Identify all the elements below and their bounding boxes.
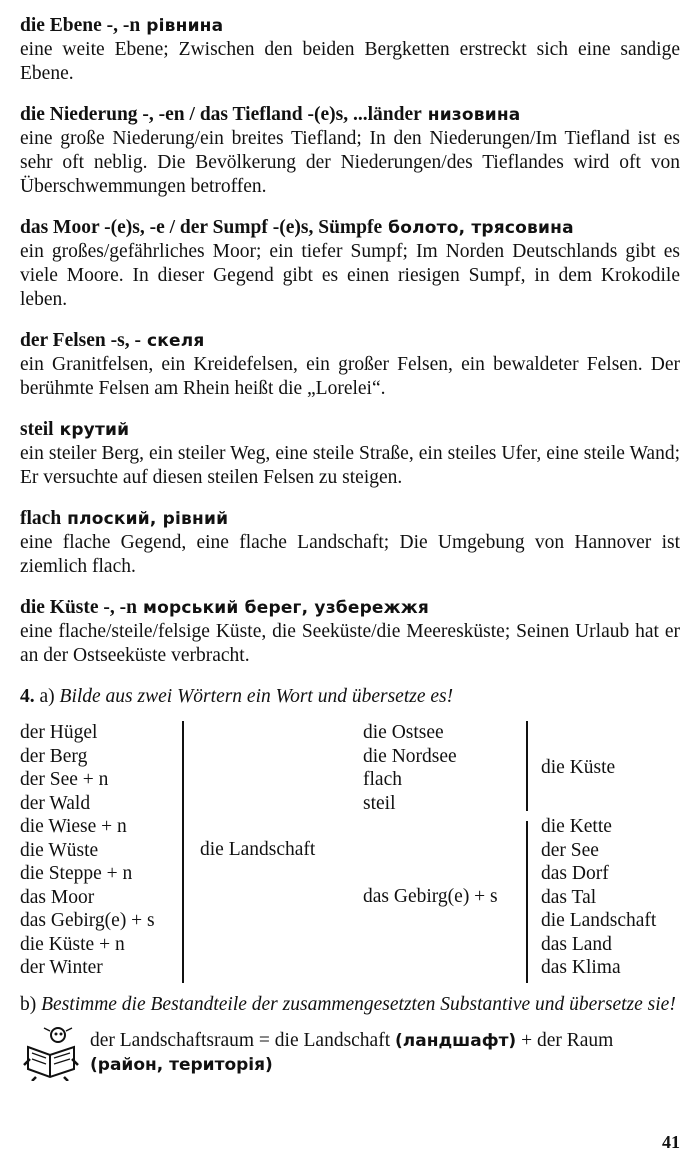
grid-column-3-bottom	[363, 885, 498, 909]
grid-column-2	[200, 838, 315, 862]
grid-word: das Tal	[541, 886, 597, 908]
textbook-page	[20, 14, 680, 1085]
example-text: ein großes/gefährliches Moor; ein tiefer Sumpf; Im Norden Deutschlands gibt es viele Moore. In dieser Gegend gibt es einen riesigen Sumpf, in dem Krokodile leben.	[20, 241, 680, 310]
vocab-entry-felsen	[20, 329, 680, 401]
grid-word: das Gebirg(e) + s	[363, 886, 498, 907]
divider-line	[526, 721, 528, 811]
grid-column-4-bottom	[541, 815, 656, 980]
grid-word: der Hügel	[20, 722, 98, 743]
grid-word: flach	[363, 769, 402, 790]
divider-line	[526, 821, 528, 983]
example-text: ein Granitfelsen, ein Kreidefelsen, ein großer Felsen, ein bewaldeter Felsen. Der berühmte Felsen am Rhein heißt die „Lorelei“.	[20, 354, 680, 399]
divider-line	[182, 721, 184, 983]
headword: flach	[20, 508, 62, 529]
reading-person-icon	[20, 1025, 82, 1081]
vocab-entry-steil	[20, 418, 680, 490]
grid-word: die Steppe + n	[20, 863, 133, 884]
task-instruction: Bestimme die Bestandteile der zusammengesetzten Substantive und übersetze sie!	[41, 994, 676, 1015]
grid-word: das Gebirg(e) + s	[20, 910, 155, 931]
grid-word: die Küste + n	[20, 933, 125, 955]
task-letter: b)	[20, 994, 37, 1015]
translation: болото, трясовина	[388, 218, 574, 238]
example-text: ein steiler Berg, ein steiler Weg, eine steile Straße, ein steiles Ufer, eine steile Wand; Er versuchte auf diesen steilen Felsen zu steigen.	[20, 443, 680, 488]
example-block	[20, 1025, 680, 1085]
vocab-entry-kueste	[20, 596, 680, 668]
headword: die Niederung -, -en / das Tiefland -(e)s, ...länder	[20, 104, 422, 125]
grid-word: der Berg	[20, 745, 88, 767]
grid-word: die Ostsee	[363, 722, 444, 743]
headword: das Moor -(e)s, -e / der Sumpf -(e)s, Sümpfe	[20, 217, 383, 238]
headword: steil	[20, 419, 54, 440]
translation: рівнина	[146, 16, 224, 36]
example-text: eine flache Gegend, eine flache Landschaft; Die Umgebung von Hannover ist ziemlich flach.	[20, 532, 680, 577]
grid-word: die Landschaft	[200, 839, 316, 860]
grid-word: die Wiese + n	[20, 816, 127, 837]
vocab-entry-flach	[20, 507, 680, 579]
translation: плоский, рівний	[67, 509, 229, 529]
grid-word: der See	[541, 839, 599, 861]
task-4b	[20, 993, 680, 1017]
grid-word: die Landschaft	[541, 910, 657, 931]
vocab-entry-ebene	[20, 14, 680, 86]
grid-word: die Nordsee	[363, 745, 457, 767]
task-letter: a)	[39, 686, 55, 707]
task-number: 4.	[20, 686, 35, 707]
grid-word: der See + n	[20, 769, 109, 790]
grid-word: das Moor	[20, 886, 95, 908]
translation: скеля	[146, 331, 205, 351]
grid-word: der Wald	[20, 792, 91, 814]
word-combination-grid	[20, 721, 680, 983]
example-text: eine weite Ebene; Zwischen den beiden Bergketten erstreckt sich eine sandige Ebene.	[20, 39, 680, 84]
grid-word: das Klima	[541, 957, 621, 978]
example-text: eine flache/steile/felsige Küste, die Seeküste/die Meeresküste; Seinen Urlaub hat er an der Ostseeküste verbracht.	[20, 621, 680, 666]
page-number: 41	[662, 1132, 680, 1152]
grid-word: das Dorf	[541, 863, 609, 884]
grid-column-4-top	[541, 756, 615, 780]
grid-word: die Kette	[541, 816, 612, 837]
grid-word: steil	[363, 792, 396, 814]
grid-column-3	[363, 721, 457, 815]
headword: die Küste -, -n	[20, 597, 137, 618]
grid-column-1	[20, 721, 155, 980]
translation: крутий	[59, 420, 130, 440]
example-text: eine große Niederung/ein breites Tiefland; In den Niederungen/Im Tiefland ist es sehr oft neblig. Die Bevölkerung der Niederungen/des Tieflandes wird oft von Überschwemmungen betroffen.	[20, 128, 680, 197]
headword: die Ebene -, -n	[20, 15, 141, 36]
vocab-entry-niederung	[20, 103, 680, 199]
vocab-entry-moor	[20, 216, 680, 312]
grid-word: die Wüste	[20, 839, 99, 861]
task-instruction: Bilde aus zwei Wörtern ein Wort und übersetze es!	[59, 686, 454, 707]
task-4a	[20, 685, 680, 709]
grid-word: der Winter	[20, 957, 103, 978]
headword: der Felsen -s, -	[20, 330, 141, 351]
translation: низовина	[427, 105, 521, 125]
grid-word: das Land	[541, 933, 612, 955]
grid-word: die Küste	[541, 757, 616, 778]
translation: морський берег, узбережжя	[143, 598, 430, 618]
example-text: der Landschaftsraum = die Landschaft (ландшафт) + der Raum (район, територія)	[90, 1030, 614, 1075]
